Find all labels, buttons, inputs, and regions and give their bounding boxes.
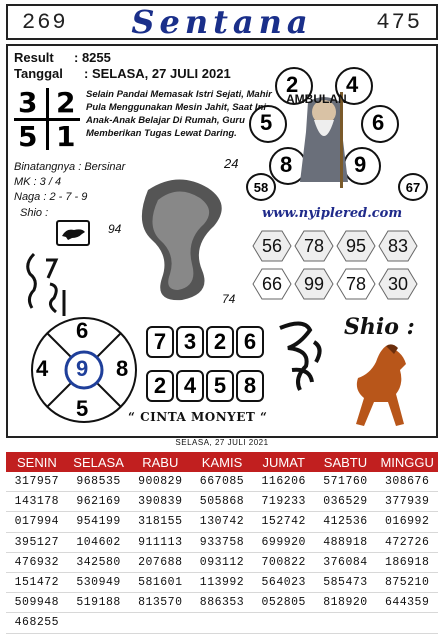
ambulan-number: 8 <box>280 152 293 177</box>
table-cell: 093112 <box>199 555 245 569</box>
table-cell <box>129 613 191 632</box>
table-cell: 581601 <box>138 576 183 590</box>
table-cell: 017994 <box>14 515 60 529</box>
table-cell: 395127 <box>14 535 60 549</box>
hexagon-cell: 66 <box>252 268 292 300</box>
table-cell: 476932 <box>14 555 60 569</box>
digit-cell: 2 <box>146 370 174 402</box>
ambulan-left-circle: 58 <box>246 173 276 201</box>
table-cell: 509948 <box>14 596 60 610</box>
cross-digit: 1 <box>56 120 76 153</box>
table-cell: 875210 <box>384 576 430 590</box>
ambulan-number: 5 <box>260 110 273 135</box>
table-cell: 530949 <box>76 576 121 590</box>
tanggal-label: Tanggal <box>14 66 63 81</box>
day-header-cell: MINGGU <box>380 454 434 470</box>
table-cell: 342580 <box>76 555 121 569</box>
table-cell: 308676 <box>384 475 430 489</box>
ambulan-number: 9 <box>354 152 367 177</box>
table-cell: 886353 <box>199 596 245 610</box>
hexagon-cell: 95 <box>336 230 376 262</box>
digit-cell: 4 <box>176 370 204 402</box>
ambulan-number: 2 <box>286 72 299 97</box>
table-row <box>6 492 438 512</box>
shio-label: Shio : <box>20 207 49 219</box>
table-cell: 036529 <box>323 495 368 509</box>
table-row <box>6 512 438 532</box>
table-cell: 900829 <box>138 475 183 489</box>
table-cell: 585473 <box>323 576 368 590</box>
table-cell: 113992 <box>199 576 245 590</box>
ambulan-number: 6 <box>372 110 385 135</box>
binatang-line: Binatangnya : Bersinar <box>14 161 126 173</box>
table-cell: 933758 <box>199 535 245 549</box>
hexagon-cell: 78 <box>294 230 334 262</box>
website-link[interactable]: www.nyiplered.com <box>262 206 403 221</box>
header-title: Sentana <box>131 3 313 41</box>
table-cell: 412536 <box>323 515 368 529</box>
day-header-cell: SABTU <box>323 454 368 470</box>
handwritten-numbers-left <box>20 250 76 320</box>
table-cell: 207688 <box>138 555 183 569</box>
header-bar <box>6 4 438 40</box>
dragon-number-bottom: 74 <box>222 292 236 306</box>
table-cell: 962169 <box>76 495 121 509</box>
digit-cell: 2 <box>206 326 234 358</box>
table-cell: 143178 <box>14 495 60 509</box>
table-cell: 377939 <box>384 495 430 509</box>
cross-digits <box>12 86 82 152</box>
mk-line: MK : 3 / 4 <box>14 176 62 188</box>
ambulan-number: 4 <box>346 72 359 97</box>
table-cell: 104602 <box>76 535 121 549</box>
hexagon-cell: 30 <box>378 268 418 300</box>
digit-cell: 7 <box>146 326 174 358</box>
cross-digit: 5 <box>18 120 38 153</box>
table-cell: 016992 <box>384 515 430 529</box>
info-block <box>14 160 125 205</box>
digit-cell: 3 <box>176 326 204 358</box>
digit-cell: 5 <box>206 370 234 402</box>
table-row <box>6 613 438 633</box>
tanggal-value: SELASA, 27 JULI 2021 <box>91 66 231 81</box>
table-cell: 644359 <box>384 596 430 610</box>
result-line: Result : 8255 <box>14 50 111 65</box>
table-cell: 317957 <box>14 475 60 489</box>
table-cell: 667085 <box>199 475 245 489</box>
shio-heading: Shio : <box>344 314 415 340</box>
table-row <box>6 553 438 573</box>
circle-digit-bottom: 5 <box>76 396 89 421</box>
table-cell <box>376 613 438 632</box>
day-header-cell: RABU <box>142 454 179 470</box>
horse-icon <box>340 340 422 432</box>
naga-line: Naga : 2 - 7 - 9 <box>14 191 88 203</box>
digit-cell: 6 <box>236 326 264 358</box>
circle-digit-top: 6 <box>76 318 89 343</box>
hexagon-cell: 83 <box>378 230 418 262</box>
table-cell: 954199 <box>76 515 121 529</box>
hexagon-cell: 99 <box>294 268 334 300</box>
digit-grid-top <box>146 326 268 358</box>
circle-digit-grid <box>30 316 138 424</box>
table-cell: 390839 <box>138 495 183 509</box>
table-cell: 488918 <box>323 535 368 549</box>
day-header-cell: SELASA <box>73 454 124 470</box>
table-cell: 052805 <box>261 596 306 610</box>
table-cell <box>191 613 253 632</box>
table-cell: 376084 <box>323 555 368 569</box>
digit-grid-bottom <box>146 370 268 402</box>
day-header-cell: SENIN <box>16 454 57 470</box>
table-row <box>6 472 438 492</box>
table-cell: 318155 <box>138 515 183 529</box>
table-cell: 813570 <box>138 596 183 610</box>
bottom-date: SELASA, 27 JULI 2021 <box>175 438 269 447</box>
table-cell: 186918 <box>384 555 430 569</box>
table-cell: 571760 <box>323 475 368 489</box>
table-cell: 505868 <box>199 495 245 509</box>
days-header <box>6 452 438 472</box>
result-label: Result <box>14 50 54 65</box>
table-cell <box>68 613 130 632</box>
ambulan-right-circle: 67 <box>398 173 428 201</box>
table-cell: 116206 <box>261 475 306 489</box>
dragon-illustration <box>128 170 240 306</box>
tanggal-line: Tanggal : SELASA, 27 JULI 2021 <box>14 66 231 81</box>
circle-digit-left: 4 <box>36 356 49 381</box>
table-cell: 700822 <box>261 555 306 569</box>
shio-animal-icon <box>56 220 90 246</box>
table-cell <box>253 613 315 632</box>
circle-digit-center: 9 <box>76 356 89 381</box>
table-cell: 152742 <box>261 515 306 529</box>
dragon-number-top: 94 <box>108 222 122 236</box>
header-right-number: 475 <box>376 9 422 35</box>
table-cell: 564023 <box>261 576 306 590</box>
hexagon-cell: 78 <box>336 268 376 300</box>
handwritten-numbers-right <box>270 318 330 396</box>
table-cell: 911113 <box>138 535 183 549</box>
table-cell: 968535 <box>76 475 121 489</box>
circle-digit-right: 8 <box>116 356 129 381</box>
table-cell: 468255 <box>14 616 60 630</box>
cinta-caption: “ CINTA MONYET “ <box>128 410 268 424</box>
hexagon-cell: 56 <box>252 230 292 262</box>
cross-digit: 3 <box>18 86 38 119</box>
table-cell <box>315 613 377 632</box>
day-header-cell: KAMIS <box>201 454 243 470</box>
hexagon-grid <box>248 228 428 304</box>
table-cell: 699920 <box>261 535 306 549</box>
table-row <box>6 573 438 593</box>
table-row <box>6 533 438 553</box>
digit-cell: 8 <box>236 370 264 402</box>
table-cell: 472726 <box>384 535 430 549</box>
table-cell: 519188 <box>76 596 121 610</box>
cross-digit: 2 <box>56 86 76 119</box>
header-left-number: 269 <box>22 9 68 35</box>
ambulan-side-number: 24 <box>224 156 239 171</box>
table-cell: 818920 <box>323 596 368 610</box>
table-cell: 130742 <box>199 515 245 529</box>
result-value: 8255 <box>81 50 111 65</box>
table-cell: 151472 <box>14 576 60 590</box>
table-row <box>6 593 438 613</box>
description-paragraph: Selain Pandai Memasak Istri Sejati, Mahir Pula Menggunakan Mesin Jahit, Saat Ini Anak-Anak Belajar Di Rumah, Guru Memberikan Tugas Lewat Daring. <box>86 89 272 139</box>
table-cell: 719233 <box>261 495 306 509</box>
day-header-cell: JUMAT <box>262 454 305 470</box>
ambulan-label: AMBULAN <box>286 92 347 106</box>
results-table <box>6 472 438 634</box>
